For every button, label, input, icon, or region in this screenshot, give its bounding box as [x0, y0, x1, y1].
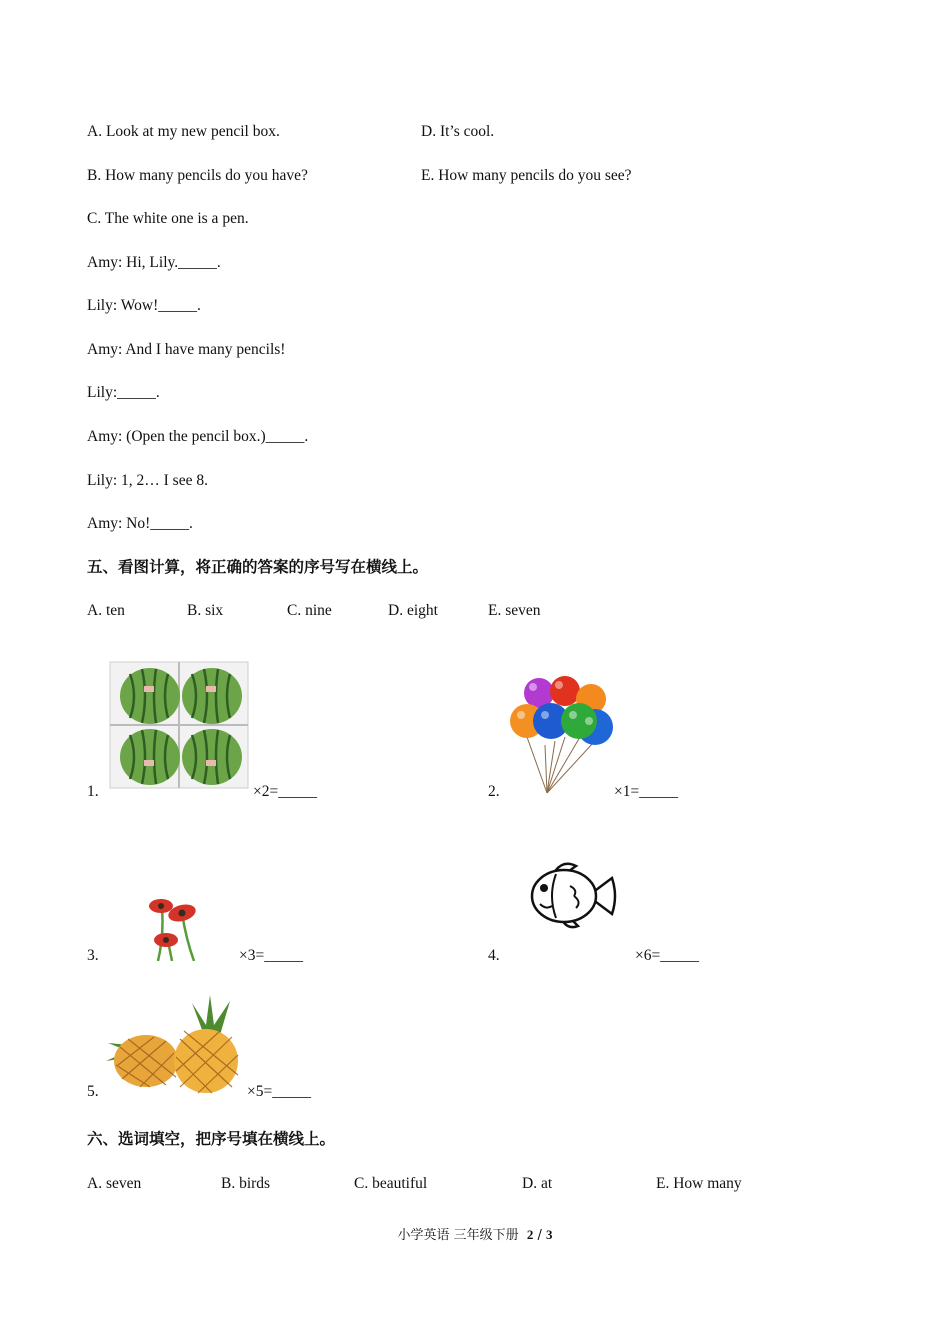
item-expression: ×6=_____ [635, 947, 699, 964]
dialogue-option-e: E. How many pencils do you see? [421, 167, 632, 184]
section-5-option: D. eight [388, 602, 438, 619]
footer-subject: 小学英语 三年级下册 [397, 1228, 519, 1243]
dialogue-line: Lily: 1, 2… I see 8. [87, 472, 208, 489]
footer-separator: / [533, 1228, 547, 1243]
section-6-option: B. birds [221, 1175, 271, 1192]
dialogue-line: Lily: Wow!_____. [87, 297, 201, 314]
footer-page-number: 2 [526, 1227, 534, 1242]
section-5-title: 五、看图计算，将正确的答案的序号写在横线上。 [87, 558, 429, 576]
footer-page-total: 3 [546, 1227, 553, 1242]
dialogue-line: Amy: Hi, Lily._____. [87, 254, 221, 271]
dialogue-option-d: D. It’s cool. [421, 123, 495, 140]
watermelons-image [108, 660, 250, 790]
item-number: 1. [87, 783, 99, 800]
section-5-option: E. seven [488, 602, 541, 619]
dialogue-line: Amy: And I have many pencils! [87, 341, 286, 358]
section-5-option: A. ten [87, 602, 125, 619]
section-5-option: C. nine [287, 602, 332, 619]
section-6-title: 六、选词填空，把序号填在横线上。 [87, 1130, 336, 1148]
section-6-option: C. beautiful [354, 1175, 428, 1192]
item-number: 5. [87, 1083, 99, 1100]
dialogue-line: Amy: (Open the pencil box.)_____. [87, 428, 309, 445]
dialogue-line: Amy: No!_____. [87, 515, 193, 532]
item-expression: ×3=_____ [239, 947, 303, 964]
flowers-image [144, 895, 206, 961]
dialogue-option-b: B. How many pencils do you have? [87, 167, 308, 184]
pineapples-image [106, 995, 248, 1095]
dialogue-line: Lily:_____. [87, 384, 160, 401]
section-5-option: B. six [187, 602, 224, 619]
item-expression: ×1=_____ [614, 783, 678, 800]
dialogue-option-c: C. The white one is a pen. [87, 210, 249, 227]
balloons-image [505, 675, 620, 797]
dialogue-option-a: A. Look at my new pencil box. [87, 123, 280, 140]
item-expression: ×5=_____ [247, 1083, 311, 1100]
item-number: 3. [87, 947, 99, 964]
item-expression: ×2=_____ [253, 783, 317, 800]
fish-image [526, 856, 620, 934]
section-6-option: E. How many [656, 1175, 742, 1192]
item-number: 4. [488, 947, 500, 964]
page-footer [0, 1224, 950, 1243]
item-number: 2. [488, 783, 500, 800]
section-6-option: D. at [522, 1175, 553, 1192]
section-6-option: A. seven [87, 1175, 142, 1192]
